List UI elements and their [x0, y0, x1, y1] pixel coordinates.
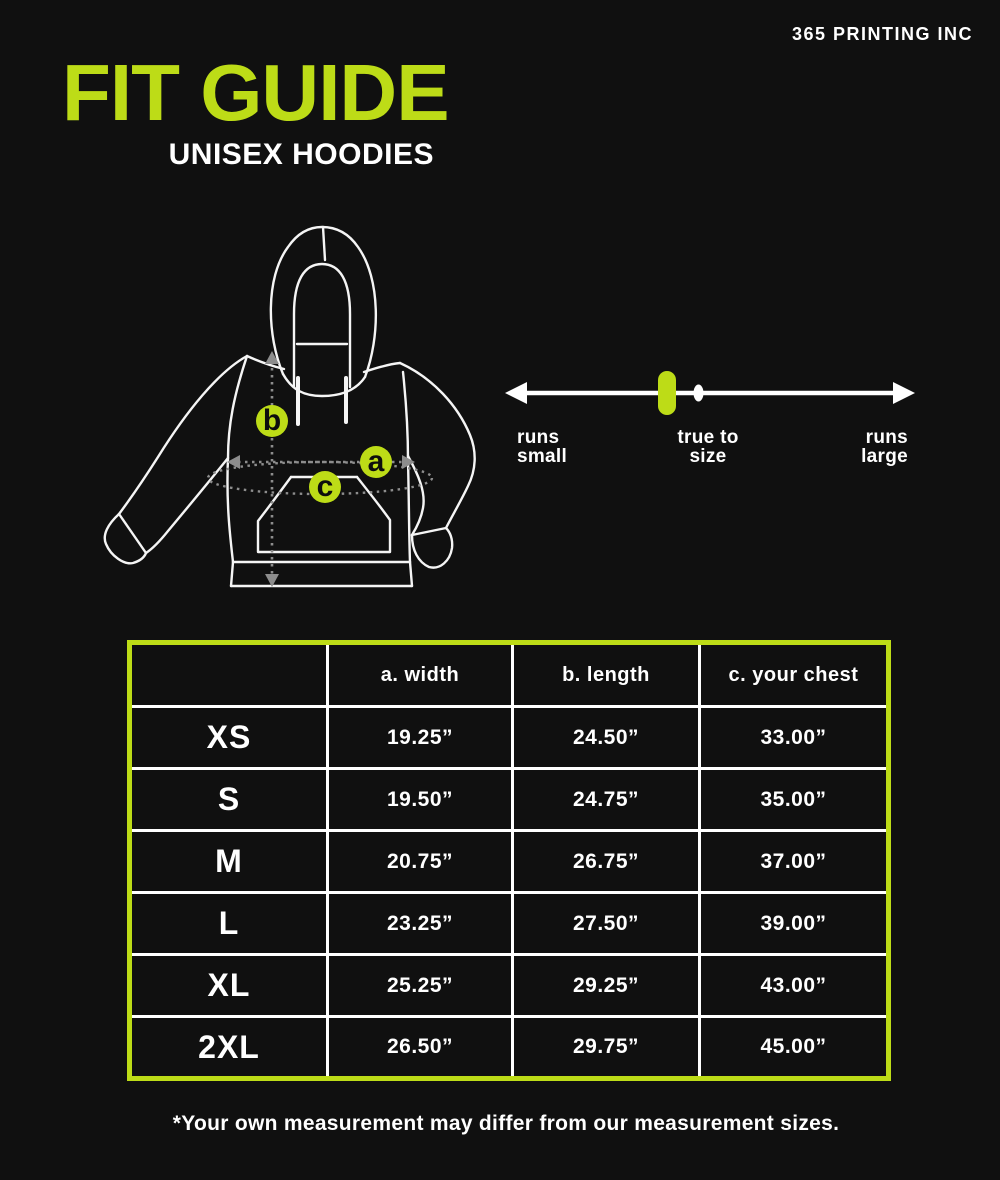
length-value: 26.75” [513, 831, 700, 893]
chest-value: 39.00” [700, 893, 889, 955]
length-value: 27.50” [513, 893, 700, 955]
runs-large-line2: large [861, 446, 908, 467]
table-row-s [130, 769, 889, 831]
size-label: S [130, 769, 328, 831]
width-value: 20.75” [328, 831, 513, 893]
table-row-l [130, 893, 889, 955]
chest-value: 33.00” [700, 707, 889, 769]
fit-scale [500, 352, 920, 472]
fit-scale-axis [500, 352, 920, 422]
chest-value: 45.00” [700, 1017, 889, 1079]
page-title: FIT GUIDE [62, 48, 449, 137]
size-chart-header-row [130, 643, 889, 707]
width-value: 19.50” [328, 769, 513, 831]
header-length: b. length [513, 643, 700, 707]
runs-large-line1: runs [865, 427, 908, 448]
size-chart-table [127, 640, 891, 1081]
marker-b [256, 404, 288, 437]
width-value: 26.50” [328, 1017, 513, 1079]
length-value: 24.75” [513, 769, 700, 831]
subtitle: UNISEX HOODIES [168, 138, 434, 171]
scale-arrow-right-icon [893, 382, 915, 404]
chest-value: 43.00” [700, 955, 889, 1017]
table-row-2xl [130, 1017, 889, 1079]
scale-marker-pill [658, 371, 676, 415]
marker-c [309, 470, 341, 503]
true-to-size-line2: size [689, 446, 727, 467]
size-label: XL [130, 955, 328, 1017]
marker-a [360, 445, 392, 478]
chest-value: 37.00” [700, 831, 889, 893]
header-chest: c. your chest [700, 643, 889, 707]
size-label: XS [130, 707, 328, 769]
width-value: 23.25” [328, 893, 513, 955]
scale-tick-dot [694, 385, 704, 402]
marker-b-letter: b [262, 404, 282, 437]
width-value: 19.25” [328, 707, 513, 769]
runs-small-line1: runs [517, 427, 560, 448]
hoodie-outline [105, 227, 475, 586]
chest-value: 35.00” [700, 769, 889, 831]
fit-scale-label-runs-small [517, 428, 567, 466]
header-width: a. width [328, 643, 513, 707]
header-blank [130, 643, 328, 707]
length-value: 29.25” [513, 955, 700, 1017]
brand-name: 365 PRINTING INC [791, 24, 973, 44]
footnote: *Your own measurement may differ from our measurement sizes. [172, 1112, 840, 1135]
table-row-xs [130, 707, 889, 769]
fit-scale-label-runs-large [840, 428, 908, 466]
scale-arrow-left-icon [505, 382, 527, 404]
marker-c-letter: c [316, 470, 334, 503]
table-row-xl [130, 955, 889, 1017]
size-label: L [130, 893, 328, 955]
true-to-size-line1: true to [677, 427, 739, 448]
hoodie-diagram [100, 220, 500, 620]
length-value: 29.75” [513, 1017, 700, 1079]
size-label: M [130, 831, 328, 893]
table-row-m [130, 831, 889, 893]
width-value: 25.25” [328, 955, 513, 1017]
fit-scale-label-true-to-size [652, 428, 764, 466]
length-value: 24.50” [513, 707, 700, 769]
marker-a-letter: a [367, 445, 385, 478]
runs-small-line2: small [517, 446, 568, 467]
diagram-markers [256, 404, 392, 503]
size-label: 2XL [130, 1017, 328, 1079]
